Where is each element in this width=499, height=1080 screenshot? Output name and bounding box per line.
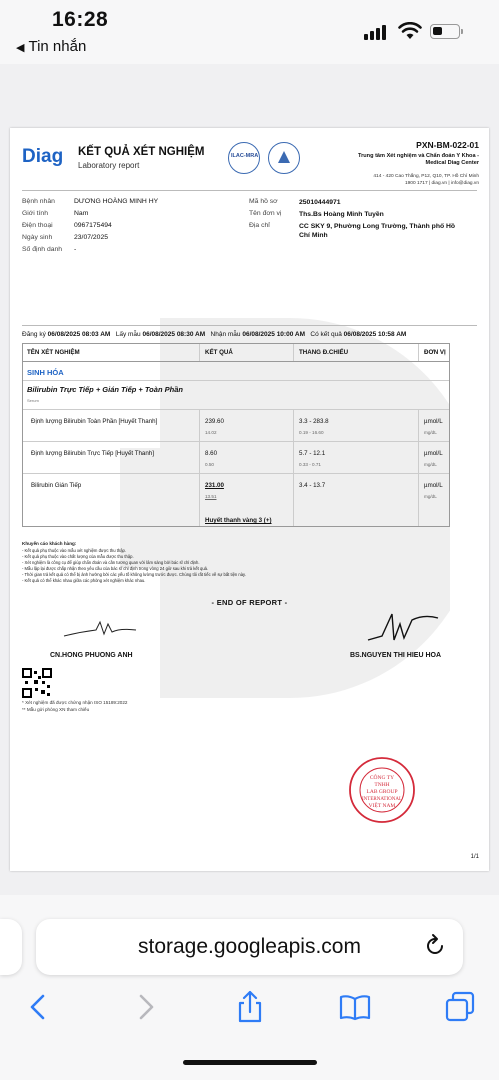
id-number-label: Số định danh <box>22 246 63 253</box>
header-unit: ĐƠN VỊ <box>424 349 446 356</box>
reload-icon[interactable] <box>422 933 448 959</box>
center-address-line: 414 - 420 Cao Thắng, P12, Q10, TP. Hồ Chí Minh <box>373 174 479 179</box>
timestamps <box>22 331 477 338</box>
gender-label: Giới tính <box>22 210 48 217</box>
address-value: CC SKY 9, Phường Long Trường, Thành phố Hồ Chí Minh <box>299 223 456 240</box>
id-number-value: - <box>74 246 77 253</box>
dob-label: Ngày sinh <box>22 234 53 241</box>
sample-note: Huyết thanh vàng 3 (+) <box>205 517 272 524</box>
record-id-label: Mã hồ sơ <box>249 198 278 205</box>
clock: 16:28 <box>52 8 109 31</box>
test-group <box>23 381 449 410</box>
record-id: 25010444971 <box>299 199 341 206</box>
stamp-line: VIỆT NAM <box>368 803 396 809</box>
test-name: Bilirubin Gián Tiếp <box>31 482 82 489</box>
unit-alt: mg/dL <box>424 494 437 499</box>
dob-value: 23/07/2025 <box>74 234 109 241</box>
result-value-alt: 0.50 <box>205 462 214 467</box>
battery-icon <box>430 24 460 39</box>
center-address <box>319 173 479 187</box>
reference-range-alt: 0.33 - 0.71 <box>299 462 321 467</box>
advice-title: Khuyến cáo khách hàng: <box>22 541 77 546</box>
previous-tab-preview[interactable] <box>0 919 22 975</box>
share-icon[interactable] <box>233 990 267 1024</box>
customer-advice <box>22 541 382 584</box>
advice-line: - Kết quả phụ thuộc vào chất lượng của mẫu được thu thập. <box>22 553 134 559</box>
signature-left-icon <box>60 616 140 642</box>
sampled-time: 06/08/2025 08:30 AM <box>142 331 206 338</box>
reference-lab-footnote: ** Mẫu gửi phòng XN tham chiếu <box>22 707 90 712</box>
end-of-report: - END OF REPORT - <box>211 598 288 607</box>
signer-left-name: CN.HONG PHUONG ANH <box>50 652 133 659</box>
gender-value: Nam <box>74 210 89 217</box>
wifi-icon <box>398 22 422 40</box>
report-title: KẾT QUẢ XÉT NGHIỆM <box>78 146 205 158</box>
result-time: 06/08/2025 10:58 AM <box>343 331 407 338</box>
table-row <box>23 442 449 474</box>
advice-line: - Kết quả phụ thuộc vào mẫu xét nghiệm được thu thập. <box>22 547 127 553</box>
center-name: Trung tâm Xét nghiệm và Chẩn đoán Y Khoa - Medical Diag Center <box>357 153 479 167</box>
divider <box>22 190 477 191</box>
iso-footnote: * Xét nghiệm đã được chứng nhận ISO 15189:2022 <box>22 700 128 705</box>
header-test-name: TÊN XÉT NGHIỆM <box>27 349 80 356</box>
registered-label: Đăng ký <box>22 331 46 338</box>
seal-text: ILAC-MRA <box>231 153 259 159</box>
advice-line: - Kết quả có thể khác nhau giữa các phòng xét nghiệm khác nhau. <box>22 578 146 584</box>
unit-alt: mg/dL <box>424 462 437 467</box>
phone-label: Điện thoại <box>22 222 53 229</box>
patient-name: DƯƠNG HOÀNG MINH HY <box>74 198 159 205</box>
stamp-line: CÔNG TY <box>369 775 395 781</box>
table-header <box>23 344 449 362</box>
back-chevron-icon[interactable] <box>22 990 56 1024</box>
forward-chevron-icon[interactable] <box>128 990 162 1024</box>
test-name: Định lượng Bilirubin Trực Tiếp [Huyết Thanh] <box>31 450 154 457</box>
document-id: PXN-BM-022-01 <box>416 140 479 150</box>
stamp-line: LAB GROUP <box>366 789 398 795</box>
advice-line: - Xét nghiệm là công cụ để giúp chẩn đoán và cần tương quan với lâm sàng bởi bác sĩ chỉ định. <box>22 559 200 565</box>
unit: µmol/L <box>424 418 443 425</box>
cellular-signal-icon <box>364 24 390 40</box>
center-contact-line: 1900 1717 | diag.vn | info@diag.vn <box>404 181 479 187</box>
section-label: SINH HÓA <box>27 368 64 377</box>
result-label: Có kết quả <box>310 331 342 338</box>
result-value: 231.00 <box>205 482 224 489</box>
result-value: 8.60 <box>205 450 218 457</box>
result-value-alt: 14.02 <box>205 430 217 435</box>
back-to-messages-link[interactable] <box>16 38 86 55</box>
received-label: Nhận mẫu <box>210 331 241 338</box>
back-triangle-icon: ◀ <box>16 42 25 54</box>
stamp-line: TNHH <box>374 782 390 788</box>
url-text: storage.googleapis.com <box>138 935 361 958</box>
document-viewer[interactable] <box>0 64 499 914</box>
sampled-label: Lấy mẫu <box>115 331 141 338</box>
received-time: 06/08/2025 10:00 AM <box>242 331 305 338</box>
advice-line: - Thời gian trả kết quả có thể bị ảnh hưởng bởi các yếu tố không lường trước được. Chúng tôi rất tiếc về sự bất tiện này. <box>22 572 247 578</box>
bookmarks-icon[interactable] <box>338 990 372 1024</box>
test-name: Định lượng Bilirubin Toàn Phần [Huyết Thanh] <box>31 418 158 425</box>
address-label: Địa chỉ <box>249 222 270 229</box>
tabs-icon[interactable] <box>443 990 477 1024</box>
section-title <box>23 362 449 381</box>
header-result: KẾT QUẢ <box>205 349 233 356</box>
diag-logo: Diag <box>22 146 64 167</box>
signer-right-name: BS.NGUYEN THI HIEU HOA <box>350 652 442 659</box>
reference-range: 3.4 - 13.7 <box>299 482 326 489</box>
unit-alt: mg/dL <box>424 430 437 435</box>
unit-value: Ths.Bs Hoàng Minh Tuyền <box>299 211 384 218</box>
company-stamp-icon <box>348 756 416 824</box>
unit-label: Tên đơn vị <box>249 210 282 217</box>
page-number: 1/1 <box>470 854 479 860</box>
back-label: Tin nhắn <box>28 38 87 55</box>
stamp-line: INTERNATIONAL <box>362 797 402 802</box>
divider <box>22 325 477 326</box>
ilac-mra-seal-icon <box>228 142 260 174</box>
advice-line: - Mẫu lập lại được chấp nhận theo yêu cầu của bác sĩ chỉ định trong vòng 24 giờ sau khi trả kết quả. <box>22 565 209 571</box>
reference-range-alt: 0.19 - 16.60 <box>299 430 324 435</box>
reference-range: 3.3 - 283.8 <box>299 418 329 425</box>
report-subtitle: Laboratory report <box>78 161 140 170</box>
reference-range: 5.7 - 12.1 <box>299 450 326 457</box>
status-bar <box>0 0 499 64</box>
home-indicator[interactable] <box>183 1060 317 1065</box>
accreditation-seal-icon <box>268 142 300 174</box>
signature-right-icon <box>362 610 442 646</box>
patient-name-label: Bệnh nhân <box>22 198 55 205</box>
registered-time: 06/08/2025 08:03 AM <box>47 331 111 338</box>
unit: µmol/L <box>424 482 443 489</box>
header-range: THANG Đ.CHIẾU <box>299 349 349 356</box>
unit: µmol/L <box>424 450 443 457</box>
table-row <box>23 410 449 442</box>
result-value: 239.60 <box>205 418 224 425</box>
result-value-alt: 13.51 <box>205 494 217 499</box>
test-group-specimen: Serum <box>27 398 39 403</box>
browser-toolbar <box>0 895 499 1080</box>
lab-report-page <box>10 128 489 871</box>
table-row <box>23 474 449 526</box>
address-bar[interactable] <box>36 919 463 975</box>
results-table <box>22 343 450 527</box>
qr-code-icon <box>22 668 52 698</box>
phone-value: 0967175494 <box>74 222 112 229</box>
test-group-name: Bilirubin Trực Tiếp + Gián Tiếp + Toàn Phần <box>27 385 183 394</box>
